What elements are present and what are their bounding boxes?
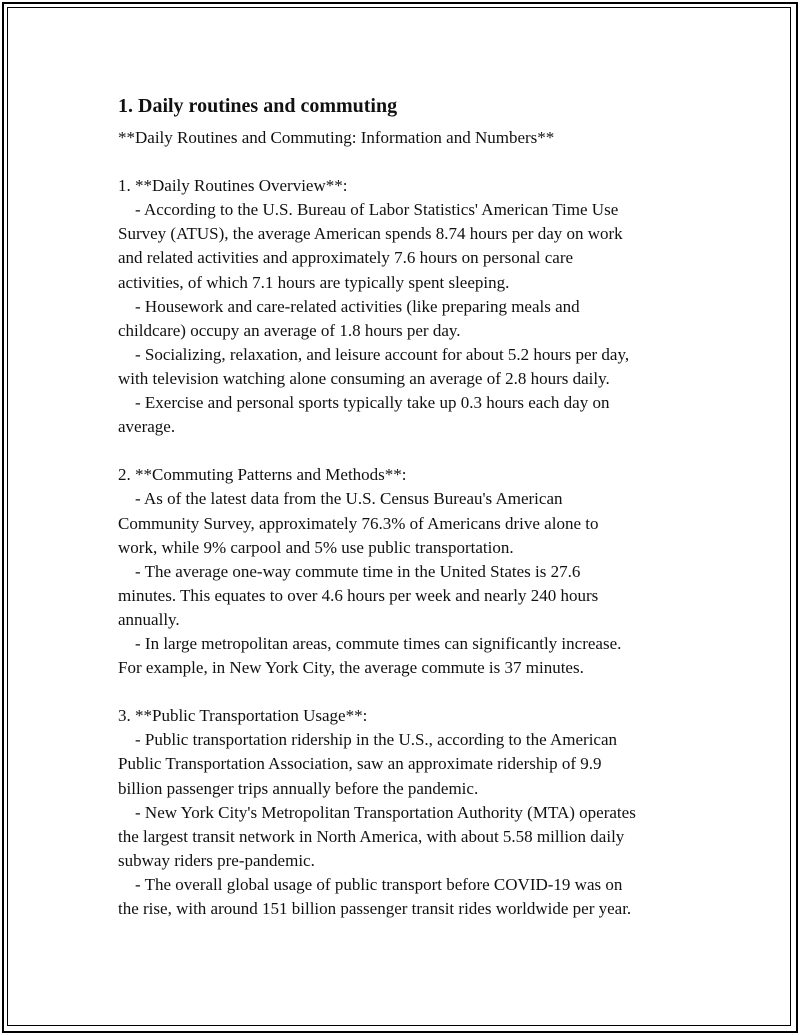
text-line: 1. **Daily Routines Overview**:: [118, 176, 348, 196]
text-line: - According to the U.S. Bureau of Labor Statistics' American Time Use: [118, 200, 619, 220]
text-line: 3. **Public Transportation Usage**:: [118, 706, 368, 726]
text-line: For example, in New York City, the average commute is 37 minutes.: [118, 658, 584, 678]
text-line: - Housework and care-related activities (like preparing meals and: [118, 296, 580, 316]
text-line: - New York City's Metropolitan Transportation Authority (MTA) operates: [118, 802, 636, 822]
text-line: and related activities and approximately 7.6 hours on personal care: [118, 248, 574, 268]
text-line: billion passenger trips annually before the pandemic.: [118, 778, 479, 798]
text-line: - As of the latest data from the U.S. Census Bureau's American: [118, 489, 563, 509]
blank-line: [118, 150, 698, 174]
text-line: childcare) occupy an average of 1.8 hours per day.: [118, 320, 461, 340]
text-line: **Daily Routines and Commuting: Information and Numbers**: [118, 128, 555, 147]
blank-line: [118, 439, 698, 463]
text-line: with television watching alone consuming an average of 2.8 hours daily.: [118, 368, 610, 388]
text-line: average.: [118, 417, 176, 437]
text-line: minutes. This equates to over 4.6 hours per week and nearly 240 hours: [118, 585, 599, 605]
text-line: - Exercise and personal sports typically take up 0.3 hours each day on: [118, 393, 610, 413]
text-block: [118, 126, 698, 921]
text-line: - In large metropolitan areas, commute times can significantly increase.: [118, 633, 622, 653]
text-line: Public Transportation Association, saw an approximate ridership of 9.9: [118, 754, 602, 774]
text-line: the rise, with around 151 billion passenger transit rides worldwide per year.: [118, 899, 632, 918]
text-line: - The average one-way commute time in the United States is 27.6: [118, 561, 581, 581]
text-line: the largest transit network in North America, with about 5.58 million daily: [118, 826, 625, 846]
text-line: 2. **Commuting Patterns and Methods**:: [118, 465, 407, 485]
text-line: - Socializing, relaxation, and leisure account for about 5.2 hours per day,: [118, 344, 630, 364]
text-line: activities, of which 7.1 hours are typically spent sleeping.: [118, 272, 510, 292]
text-line: Community Survey, approximately 76.3% of Americans drive alone to: [118, 513, 599, 533]
section-heading: 1. Daily routines and commuting: [118, 95, 398, 117]
text-line: - Public transportation ridership in the U.S., according to the American: [118, 730, 618, 750]
text-line: annually.: [118, 609, 180, 629]
document-body: [118, 92, 698, 921]
text-line: - The overall global usage of public transport before COVID-19 was on: [118, 874, 623, 894]
blank-line: [118, 680, 698, 704]
text-line: work, while 9% carpool and 5% use public transportation.: [118, 537, 514, 557]
text-line: Survey (ATUS), the average American spends 8.74 hours per day on work: [118, 224, 623, 244]
text-line: subway riders pre-pandemic.: [118, 850, 315, 870]
